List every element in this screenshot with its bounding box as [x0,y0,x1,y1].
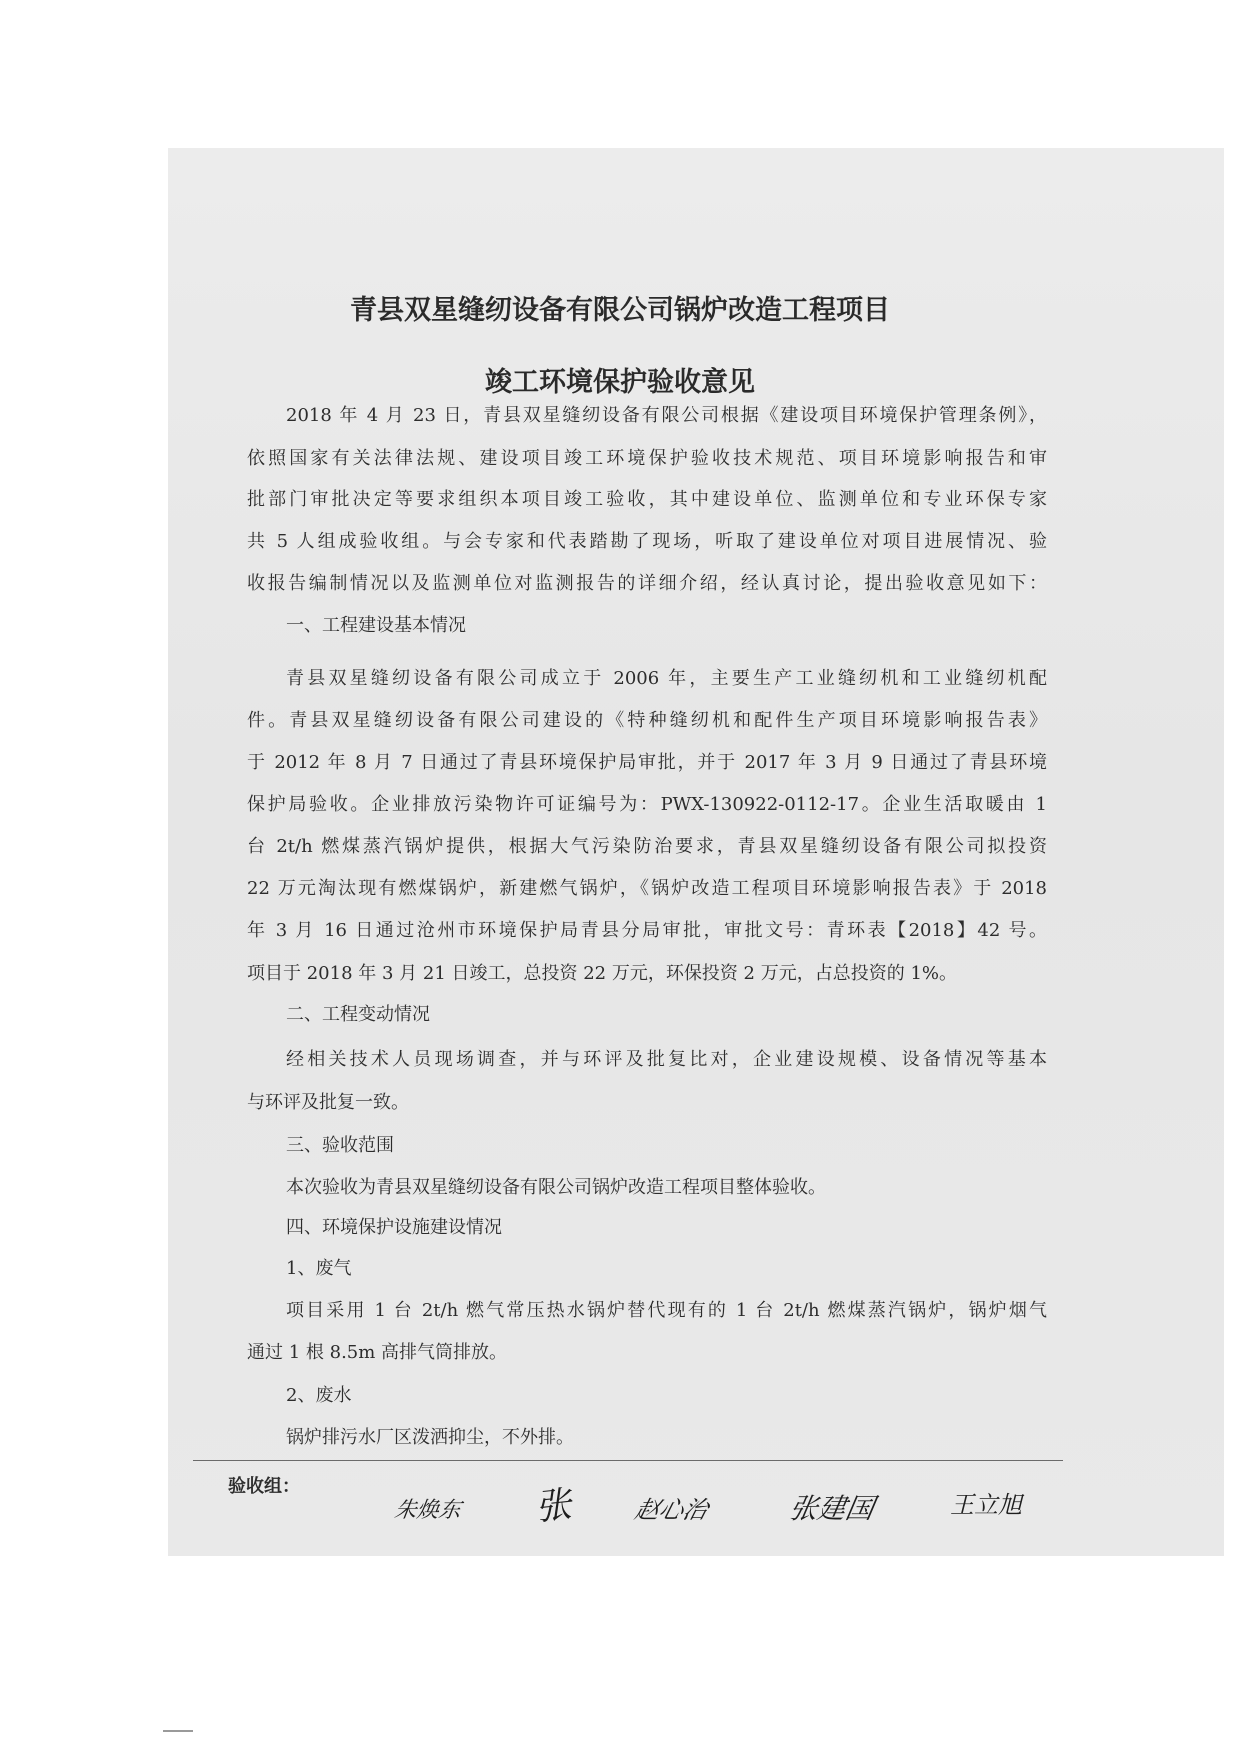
paragraph-line: 件。青县双星缝纫设备有限公司建设的《特种缝纫机和配件生产项目环境影响报告表》 [247,710,1047,731]
signature-label: 验收组： [228,1476,300,1497]
paragraph-line: 2018 年 4 月 23 日，青县双星缝纫设备有限公司根据《建设项目环境保护管理条例》， [286,405,1047,426]
paragraph-line: 经相关技术人员现场调查，并与环评及批复比对，企业建设规模、设备情况等基本 [286,1049,1047,1070]
paragraph-line: 青县双星缝纫设备有限公司成立于 2006 年，主要生产工业缝纫机和工业缝纫机配 [286,668,1047,689]
document-title-line-1: 青县双星缝纫设备有限公司锅炉改造工程项目 [350,295,890,326]
paragraph-line: 本次验收为青县双星缝纫设备有限公司锅炉改造工程项目整体验收。 [286,1177,826,1198]
paragraph-line: 年 3 月 16 日通过沧州市环境保护局青县分局审批，审批文号：青环表【2018】42 号。 [247,920,1047,941]
signature-divider [193,1460,1063,1461]
paragraph-line: 于 2012 年 8 月 7 日通过了青县环境保护局审批，并于 2017 年 3 月 9 日通过了青县环境 [247,752,1047,773]
paragraph-line: 收报告编制情况以及监测单位对监测报告的详细介绍，经认真讨论，提出验收意见如下： [247,573,1047,594]
scan-artifact [163,1730,193,1732]
handwritten-signature: 赵心治 [631,1496,711,1524]
section-heading: 一、工程建设基本情况 [286,615,466,636]
paragraph-line: 共 5 人组成验收组。与会专家和代表踏勘了现场，听取了建设单位对项目进展情况、验 [247,531,1047,552]
section-heading: 三、验收范围 [286,1135,394,1156]
paragraph-line: 批部门审批决定等要求组织本项目竣工验收，其中建设单位、监测单位和专业环保专家 [247,489,1047,510]
handwritten-signature: 张建国 [786,1492,877,1525]
handwritten-signature: 王立旭 [950,1491,1022,1519]
paragraph-line: 锅炉排污水厂区泼洒抑尘，不外排。 [286,1427,574,1448]
paragraph-line: 台 2t/h 燃煤蒸汽锅炉提供，根据大气污染防治要求，青县双星缝纫设备有限公司拟投资 [247,836,1047,857]
paragraph-line: 项目采用 1 台 2t/h 燃气常压热水锅炉替代现有的 1 台 2t/h 燃煤蒸汽锅炉，锅炉烟气 [286,1300,1047,1321]
paragraph-line: 依照国家有关法律法规、建设项目竣工环境保护验收技术规范、项目环境影响报告和审 [247,448,1047,469]
section-heading: 二、工程变动情况 [286,1004,430,1025]
paragraph-line: 项目于 2018 年 3 月 21 日竣工，总投资 22 万元，环保投资 2 万元，占总投资的 1%。 [247,963,958,984]
section-heading: 四、环境保护设施建设情况 [286,1217,502,1238]
paragraph-line: 与环评及批复一致。 [247,1092,409,1113]
paragraph-line: 通过 1 根 8.5m 高排气筒排放。 [247,1342,508,1363]
subsection-heading: 2、废水 [286,1385,352,1406]
paragraph-line: 22 万元淘汰现有燃煤锅炉，新建燃气锅炉，《锅炉改造工程项目环境影响报告表》于 2018 [247,878,1047,899]
handwritten-signature: 张 [533,1484,574,1529]
handwritten-signature: 朱焕东 [392,1498,463,1523]
document-title-line-2: 竣工环境保护验收意见 [485,367,755,398]
paragraph-line: 保护局验收。企业排放污染物许可证编号为：PWX-130922-0112-17。企业生活取暖由 1 [247,794,1047,815]
subsection-heading: 1、废气 [286,1258,352,1279]
